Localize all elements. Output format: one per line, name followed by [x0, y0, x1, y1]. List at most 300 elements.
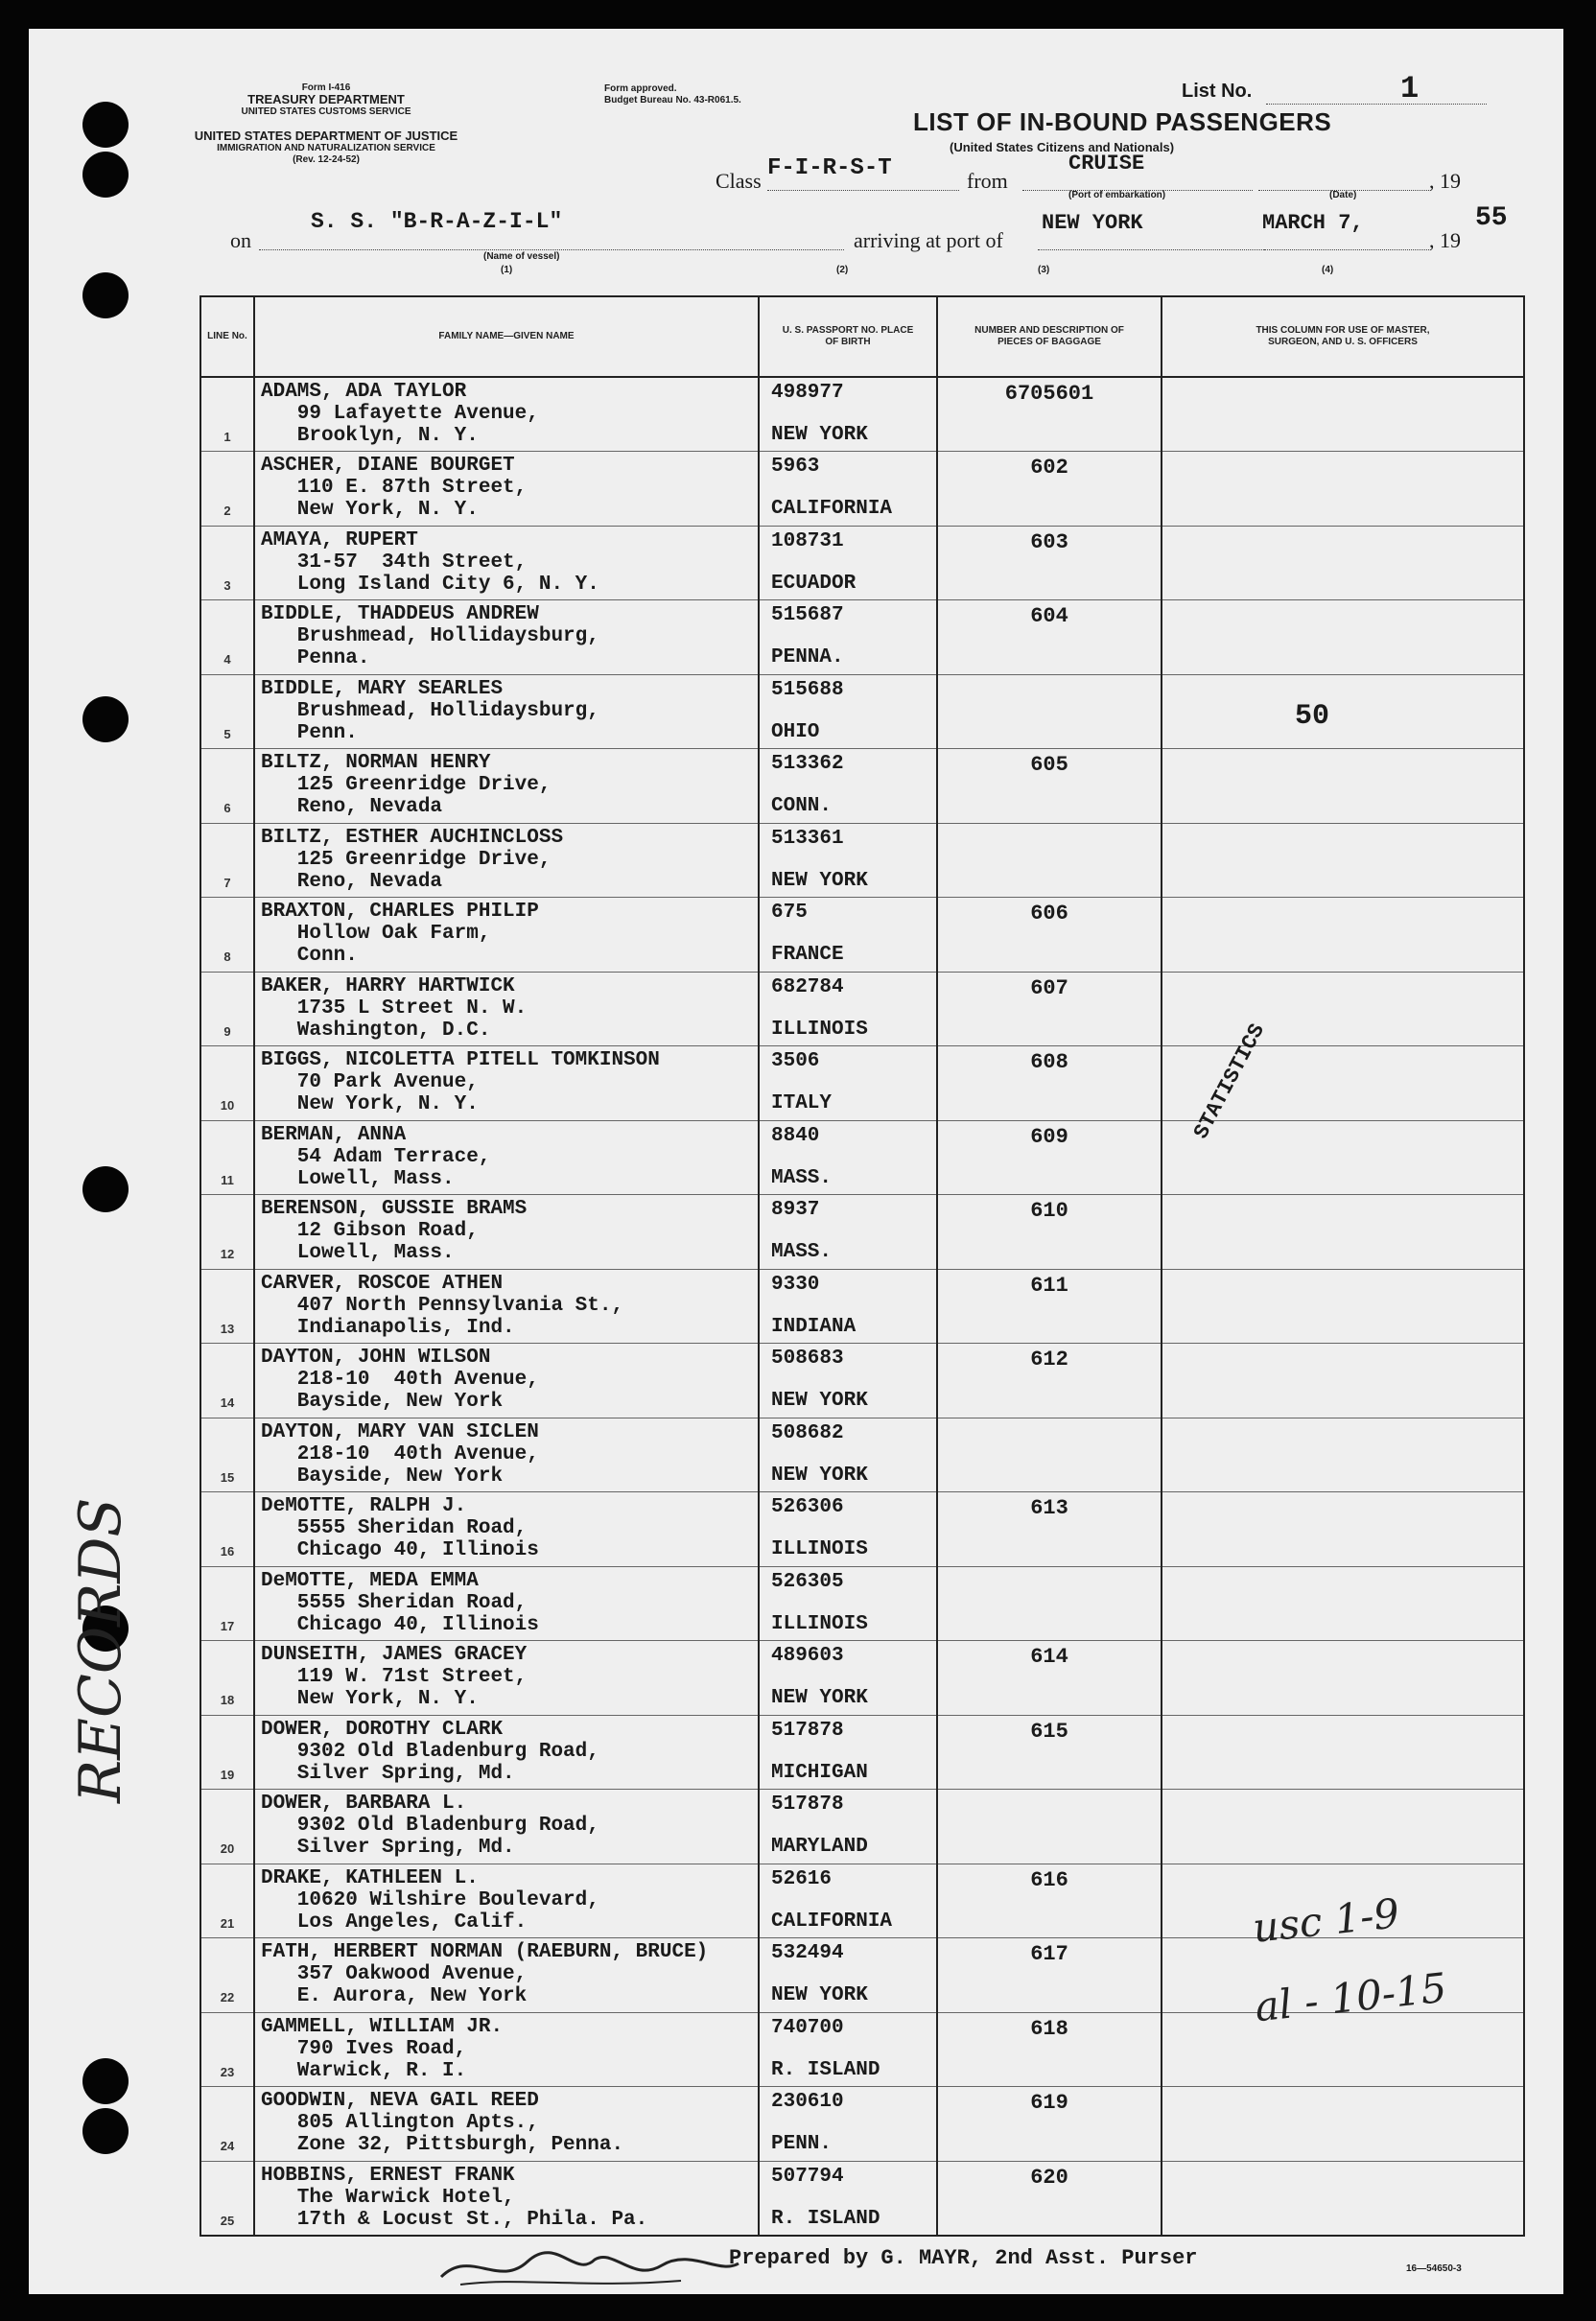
passenger-name: BAKER, HARRY HARTWICK: [261, 974, 515, 997]
place-of-birth: NEW YORK: [771, 1464, 868, 1487]
passenger-name-address: [254, 749, 759, 824]
passport-number: 513362: [771, 753, 844, 775]
table-row: [200, 749, 1524, 824]
baggage-number: 609: [937, 1120, 1162, 1195]
table-row: [200, 526, 1524, 600]
passport-cell: [759, 823, 937, 898]
address-line-2: Brooklyn, N. Y.: [261, 425, 479, 447]
line-number: 20: [200, 1790, 254, 1864]
address-line-1: 119 W. 71st Street,: [261, 1666, 528, 1688]
passenger-name: ADAMS, ADA TAYLOR: [261, 381, 467, 403]
address-line-2: Washington, D.C.: [261, 1019, 491, 1042]
baggage-number: 618: [937, 2012, 1162, 2087]
passenger-name-address: [254, 823, 759, 898]
passenger-name-address: [254, 1418, 759, 1492]
form-approved: Form approved.: [604, 83, 677, 94]
col-header-officers: THIS COLUMN FOR USE OF MASTER, SURGEON, AND U. S. OFFICERS: [1162, 296, 1524, 377]
line-number: 15: [200, 1418, 254, 1492]
baggage-number: 6705601: [937, 377, 1162, 452]
place-of-birth: MASS.: [771, 1241, 833, 1263]
passenger-name-address: [254, 1046, 759, 1121]
line-number: 16: [200, 1492, 254, 1567]
officer-use-cell: [1162, 749, 1524, 824]
class-value: F-I-R-S-T: [767, 155, 892, 181]
year-prefix-2: , 19: [1429, 228, 1461, 252]
address-line-2: Warwick, R. I.: [261, 2059, 467, 2082]
address-line-2: New York, N. Y.: [261, 1688, 479, 1710]
table-row: [200, 1344, 1524, 1418]
table-row: [200, 1269, 1524, 1344]
passport-cell: [759, 1418, 937, 1492]
line-number: 3: [200, 526, 254, 600]
baggage-number: 602: [937, 452, 1162, 527]
passport-number: 8937: [771, 1199, 820, 1221]
passenger-name: CARVER, ROSCOE ATHEN: [261, 1272, 504, 1295]
passport-number: 517878: [771, 1719, 844, 1742]
punch-hole: [82, 272, 129, 318]
line-number: 21: [200, 1864, 254, 1938]
address-line-2: Zone 32, Pittsburgh, Penna.: [261, 2134, 624, 2156]
officer-use-cell: [1162, 674, 1524, 749]
table-row: [200, 600, 1524, 675]
date-label: (Date): [1329, 190, 1357, 200]
passport-number: 507794: [771, 2165, 844, 2188]
place-of-birth: MARYLAND: [771, 1836, 868, 1858]
baggage-number: 612: [937, 1344, 1162, 1418]
address-line-2: E. Aurora, New York: [261, 1985, 528, 2007]
passenger-name: BILTZ, ESTHER AUCHINCLOSS: [261, 826, 564, 849]
customs-label: UNITED STATES CUSTOMS SERVICE: [241, 106, 411, 117]
baggage-number: 619: [937, 2087, 1162, 2162]
passport-number: 5963: [771, 456, 820, 478]
table-row: [200, 2161, 1524, 2236]
address-line-1: Brushmead, Hollidaysburg,: [261, 699, 599, 722]
address-line-2: New York, N. Y.: [261, 1093, 479, 1115]
punch-hole: [82, 102, 129, 148]
table-row: [200, 1120, 1524, 1195]
passenger-name: BIDDLE, THADDEUS ANDREW: [261, 603, 539, 625]
place-of-birth: ILLINOIS: [771, 1018, 868, 1041]
col-header-line: LINE No.: [200, 296, 254, 377]
place-of-birth: PENN.: [771, 2133, 833, 2155]
passenger-name: BRAXTON, CHARLES PHILIP: [261, 901, 539, 923]
page-title: LIST OF IN-BOUND PASSENGERS: [913, 107, 1332, 136]
address-line-1: 805 Allington Apts.,: [261, 2112, 539, 2134]
table-row: [200, 1195, 1524, 1270]
address-line-2: Chicago 40, Illinois: [261, 1613, 539, 1636]
address-line-2: Silver Spring, Md.: [261, 1762, 515, 1785]
passport-cell: [759, 1195, 937, 1270]
passenger-name: BILTZ, NORMAN HENRY: [261, 752, 491, 774]
col-num-2: (2): [836, 265, 849, 275]
passport-number: 515688: [771, 678, 844, 701]
officer-use-cell: [1162, 526, 1524, 600]
passenger-name-address: [254, 972, 759, 1046]
passport-cell: [759, 674, 937, 749]
passenger-name: DeMOTTE, RALPH J.: [261, 1495, 467, 1517]
passport-number: 675: [771, 902, 808, 924]
line-number: 23: [200, 2012, 254, 2087]
place-of-birth: CONN.: [771, 795, 833, 817]
officer-use-cell: [1162, 1566, 1524, 1641]
passport-number: 508682: [771, 1421, 844, 1444]
passport-number: 526306: [771, 1496, 844, 1518]
table-row: [200, 1790, 1524, 1864]
baggage-number: [937, 1790, 1162, 1864]
address-line-1: 407 North Pennsylvania St.,: [261, 1294, 624, 1317]
passport-number: 532494: [771, 1942, 844, 1964]
list-no-value: 1: [1400, 71, 1420, 106]
address-line-2: Conn.: [261, 945, 358, 967]
passenger-name: BIDDLE, MARY SEARLES: [261, 677, 504, 700]
table-row: [200, 377, 1524, 452]
table-row: [200, 1492, 1524, 1567]
passport-cell: [759, 526, 937, 600]
address-line-1: 10620 Wilshire Boulevard,: [261, 1888, 599, 1911]
passenger-name-address: [254, 1195, 759, 1270]
place-of-birth: ILLINOIS: [771, 1612, 868, 1635]
passport-cell: [759, 1864, 937, 1938]
address-line-1: 125 Greenridge Drive,: [261, 848, 552, 871]
officer-use-cell: [1162, 1790, 1524, 1864]
baggage-number: [937, 823, 1162, 898]
place-of-birth: R. ISLAND: [771, 2058, 880, 2081]
address-line-1: Hollow Oak Farm,: [261, 923, 491, 945]
officer-use-cell: [1162, 1195, 1524, 1270]
passport-number: 508683: [771, 1348, 844, 1370]
address-line-2: Chicago 40, Illinois: [261, 1539, 539, 1561]
passport-number: 489603: [771, 1645, 844, 1667]
address-line-1: 31-57 34th Street,: [261, 551, 528, 574]
baggage-number: 608: [937, 1046, 1162, 1121]
budget-bureau: Budget Bureau No. 43-R061.5.: [604, 95, 741, 106]
passenger-name-address: [254, 600, 759, 675]
passport-cell: [759, 972, 937, 1046]
passenger-name: DAYTON, JOHN WILSON: [261, 1347, 491, 1369]
officer-use-cell: [1162, 377, 1524, 452]
passport-cell: [759, 898, 937, 973]
passenger-name: GOODWIN, NEVA GAIL REED: [261, 2090, 539, 2112]
passport-cell: [759, 1120, 937, 1195]
place-of-birth: ITALY: [771, 1092, 833, 1114]
passenger-name-address: [254, 1566, 759, 1641]
punch-hole: [82, 696, 129, 742]
passport-cell: [759, 1566, 937, 1641]
baggage-number: 620: [937, 2161, 1162, 2236]
address-line-1: 5555 Sheridan Road,: [261, 1517, 528, 1539]
line-number: 12: [200, 1195, 254, 1270]
line-number: 22: [200, 1938, 254, 2013]
baggage-number: 614: [937, 1641, 1162, 1716]
records-handwriting: RECORDS: [67, 1497, 134, 1803]
place-of-birth: PENNA.: [771, 646, 844, 668]
place-of-birth: NEW YORK: [771, 869, 868, 892]
passenger-name-address: [254, 1641, 759, 1716]
line-number: 9: [200, 972, 254, 1046]
address-line-2: Lowell, Mass.: [261, 1167, 455, 1190]
place-of-birth: MICHIGAN: [771, 1761, 868, 1784]
passenger-name: BERENSON, GUSSIE BRAMS: [261, 1198, 528, 1220]
address-line-2: Reno, Nevada: [261, 796, 443, 818]
passport-number: 230610: [771, 2091, 844, 2113]
address-line-2: 17th & Locust St., Phila. Pa.: [261, 2208, 648, 2231]
baggage-number: 607: [937, 972, 1162, 1046]
col-num-4: (4): [1322, 265, 1334, 275]
baggage-number: 610: [937, 1195, 1162, 1270]
address-line-2: Penn.: [261, 721, 358, 744]
passport-cell: [759, 1938, 937, 2013]
arriving-label: arriving at port of: [854, 228, 1003, 252]
line-number: 7: [200, 823, 254, 898]
col-header-name: FAMILY NAME—GIVEN NAME: [254, 296, 759, 377]
passport-cell: [759, 1641, 937, 1716]
list-no-label: List No.: [1182, 81, 1253, 102]
passenger-name-address: [254, 1938, 759, 2013]
passport-number: 9330: [771, 1273, 820, 1296]
passport-number: 3506: [771, 1050, 820, 1072]
address-line-1: 9302 Old Bladenburg Road,: [261, 1740, 599, 1763]
address-line-2: Bayside, New York: [261, 1465, 504, 1488]
table-row: [200, 972, 1524, 1046]
passport-cell: [759, 1492, 937, 1567]
address-line-1: 110 E. 87th Street,: [261, 477, 528, 499]
officer-use-cell: [1162, 1715, 1524, 1790]
ins-label: IMMIGRATION AND NATURALIZATION SERVICE: [217, 143, 435, 153]
passenger-name-address: [254, 377, 759, 452]
officer-use-cell: [1162, 452, 1524, 527]
baggage-number: [937, 1566, 1162, 1641]
date-value: MARCH 7,: [1262, 211, 1364, 235]
annotation-fifty: 50: [1295, 700, 1330, 733]
place-of-birth: ECUADOR: [771, 572, 857, 595]
baggage-number: 615: [937, 1715, 1162, 1790]
passenger-name-address: [254, 2012, 759, 2087]
address-line-2: Long Island City 6, N. Y.: [261, 573, 599, 596]
officer-use-cell: [1162, 898, 1524, 973]
passport-number: 526305: [771, 1570, 844, 1593]
passenger-name-address: [254, 1864, 759, 1938]
passport-cell: [759, 452, 937, 527]
passport-number: 8840: [771, 1124, 820, 1147]
baggage-number: [937, 1418, 1162, 1492]
address-line-1: 5555 Sheridan Road,: [261, 1591, 528, 1614]
passport-cell: [759, 1715, 937, 1790]
place-of-birth: MASS.: [771, 1166, 833, 1189]
passport-cell: [759, 600, 937, 675]
document-page: [29, 29, 1563, 2294]
place-of-birth: CALIFORNIA: [771, 1910, 893, 1933]
passport-cell: [759, 1344, 937, 1418]
officer-use-cell: [1162, 1344, 1524, 1418]
from-value: CRUISE: [1068, 152, 1145, 176]
address-line-1: The Warwick Hotel,: [261, 2186, 515, 2209]
place-of-birth: ILLINOIS: [771, 1538, 868, 1560]
passport-number: 740700: [771, 2016, 844, 2039]
baggage-number: 605: [937, 749, 1162, 824]
passenger-name: DOWER, BARBARA L.: [261, 1793, 467, 1815]
line-number: 1: [200, 377, 254, 452]
address-line-1: 218-10 40th Avenue,: [261, 1442, 539, 1465]
passport-cell: [759, 1269, 937, 1344]
punch-hole: [82, 152, 129, 198]
page-subtitle: (United States Citizens and Nationals): [950, 140, 1175, 154]
passenger-name: AMAYA, RUPERT: [261, 528, 418, 551]
passport-cell: [759, 1046, 937, 1121]
statistics-stamp: STATISTICS: [1189, 1020, 1271, 1143]
table-row: [200, 898, 1524, 973]
line-number: 13: [200, 1269, 254, 1344]
address-line-1: 1735 L Street N. W.: [261, 996, 528, 1020]
officer-use-cell: [1162, 1418, 1524, 1492]
address-line-1: 54 Adam Terrace,: [261, 1145, 491, 1168]
passport-cell: [759, 2087, 937, 2162]
table-row: [200, 1566, 1524, 1641]
passenger-name-address: [254, 1344, 759, 1418]
line-number: 24: [200, 2087, 254, 2162]
passenger-name: DAYTON, MARY VAN SICLEN: [261, 1420, 539, 1443]
passport-cell: [759, 377, 937, 452]
address-line-1: 357 Oakwood Avenue,: [261, 1963, 528, 1985]
passenger-name-address: [254, 1715, 759, 1790]
baggage-number: 616: [937, 1864, 1162, 1938]
col-num-3: (3): [1038, 265, 1050, 275]
year-prefix-1: , 19: [1429, 169, 1461, 193]
place-of-birth: NEW YORK: [771, 1687, 868, 1709]
passenger-name-address: [254, 1790, 759, 1864]
passenger-table: [200, 295, 1525, 2237]
line-number: 17: [200, 1566, 254, 1641]
passenger-name: BERMAN, ANNA: [261, 1123, 407, 1146]
punch-hole: [82, 1166, 129, 1212]
line-number: 11: [200, 1120, 254, 1195]
address-line-2: New York, N. Y.: [261, 499, 479, 521]
revision-label: (Rev. 12-24-52): [293, 154, 360, 165]
passenger-name: DUNSEITH, JAMES GRACEY: [261, 1644, 528, 1666]
baggage-number: 606: [937, 898, 1162, 973]
table-row: [200, 823, 1524, 898]
line-number: 6: [200, 749, 254, 824]
officer-use-cell: [1162, 600, 1524, 675]
passport-number: 513361: [771, 827, 844, 850]
line-number: 19: [200, 1715, 254, 1790]
baggage-number: 611: [937, 1269, 1162, 1344]
address-line-1: 12 Gibson Road,: [261, 1220, 479, 1242]
on-label: on: [230, 228, 251, 252]
passport-number: 498977: [771, 382, 844, 404]
officer-use-cell: [1162, 2087, 1524, 2162]
address-line-2: Penna.: [261, 647, 370, 669]
place-of-birth: NEW YORK: [771, 1984, 868, 2006]
table-row: [200, 1715, 1524, 1790]
passenger-name: FATH, HERBERT NORMAN (RAEBURN, BRUCE): [261, 1941, 709, 1963]
treasury-label: TREASURY DEPARTMENT: [247, 92, 405, 106]
address-line-2: Silver Spring, Md.: [261, 1837, 515, 1859]
passenger-name-address: [254, 2087, 759, 2162]
table-row: [200, 1418, 1524, 1492]
address-line-1: 218-10 40th Avenue,: [261, 1369, 539, 1391]
passport-number: 515687: [771, 604, 844, 626]
col-num-1: (1): [501, 265, 513, 275]
address-line-1: Brushmead, Hollidaysburg,: [261, 625, 599, 647]
passport-cell: [759, 749, 937, 824]
line-number: 5: [200, 674, 254, 749]
place-of-birth: CALIFORNIA: [771, 498, 893, 520]
address-line-2: Los Angeles, Calif.: [261, 1911, 528, 1934]
passenger-name: GAMMELL, WILLIAM JR.: [261, 2015, 504, 2038]
passenger-name: DRAKE, KATHLEEN L.: [261, 1866, 479, 1889]
officer-use-cell: [1162, 1492, 1524, 1567]
from-label: from: [967, 169, 1008, 193]
address-line-2: Bayside, New York: [261, 1391, 504, 1413]
address-line-1: 9302 Old Bladenburg Road,: [261, 1815, 599, 1837]
officer-use-cell: [1162, 1269, 1524, 1344]
address-line-2: Lowell, Mass.: [261, 1242, 455, 1264]
passport-number: 682784: [771, 975, 844, 998]
passport-number: 108731: [771, 529, 844, 552]
passenger-name-address: [254, 898, 759, 973]
port-embark-label: (Port of embarkation): [1068, 190, 1166, 200]
line-number: 2: [200, 452, 254, 527]
officer-use-cell: [1162, 2161, 1524, 2236]
handwritten-note-1: usc 1-9: [1250, 1889, 1402, 1952]
passenger-name: DOWER, DOROTHY CLARK: [261, 1718, 504, 1741]
passenger-name-address: [254, 1269, 759, 1344]
address-line-1: 70 Park Avenue,: [261, 1071, 479, 1093]
signature: [432, 2240, 748, 2294]
place-of-birth: INDIANA: [771, 1315, 857, 1338]
port-value: NEW YORK: [1042, 211, 1143, 235]
line-number: 18: [200, 1641, 254, 1716]
place-of-birth: R. ISLAND: [771, 2207, 880, 2230]
passport-cell: [759, 2012, 937, 2087]
passport-cell: [759, 1790, 937, 1864]
address-line-1: 99 Lafayette Avenue,: [261, 403, 539, 425]
line-number: 25: [200, 2161, 254, 2236]
justice-label: UNITED STATES DEPARTMENT OF JUSTICE: [194, 129, 458, 143]
passport-number: 517878: [771, 1794, 844, 1816]
officer-use-cell: [1162, 823, 1524, 898]
handwritten-note-2: al - 10-15: [1252, 1963, 1449, 2031]
passport-cell: [759, 2161, 937, 2236]
passenger-name: BIGGS, NICOLETTA PITELL TOMKINSON: [261, 1049, 660, 1071]
vessel-name-label: (Name of vessel): [483, 251, 560, 262]
officer-use-cell: [1162, 972, 1524, 1046]
col-header-baggage: NUMBER AND DESCRIPTION OF PIECES OF BAGGAGE: [937, 296, 1162, 377]
officer-use-cell: [1162, 1641, 1524, 1716]
line-number: 4: [200, 600, 254, 675]
address-line-2: Indianapolis, Ind.: [261, 1316, 515, 1339]
passenger-name: DeMOTTE, MEDA EMMA: [261, 1569, 479, 1592]
year-value: 55: [1475, 203, 1508, 233]
passport-number: 52616: [771, 1867, 833, 1890]
passenger-name-address: [254, 1120, 759, 1195]
baggage-number: [937, 674, 1162, 749]
address-line-2: Reno, Nevada: [261, 870, 443, 893]
table-row: [200, 2087, 1524, 2162]
class-label: Class: [716, 169, 762, 193]
line-number: 10: [200, 1046, 254, 1121]
table-row: [200, 1641, 1524, 1716]
prepared-by: Prepared by G. MAYR, 2nd Asst. Purser: [729, 2246, 1198, 2270]
passenger-name-address: [254, 674, 759, 749]
table-row: [200, 1046, 1524, 1121]
baggage-number: 604: [937, 600, 1162, 675]
punch-hole: [82, 2058, 129, 2104]
form-number: Form I-416: [301, 82, 351, 93]
baggage-number: 603: [937, 526, 1162, 600]
officer-use-cell: [1162, 2012, 1524, 2087]
place-of-birth: OHIO: [771, 720, 820, 743]
